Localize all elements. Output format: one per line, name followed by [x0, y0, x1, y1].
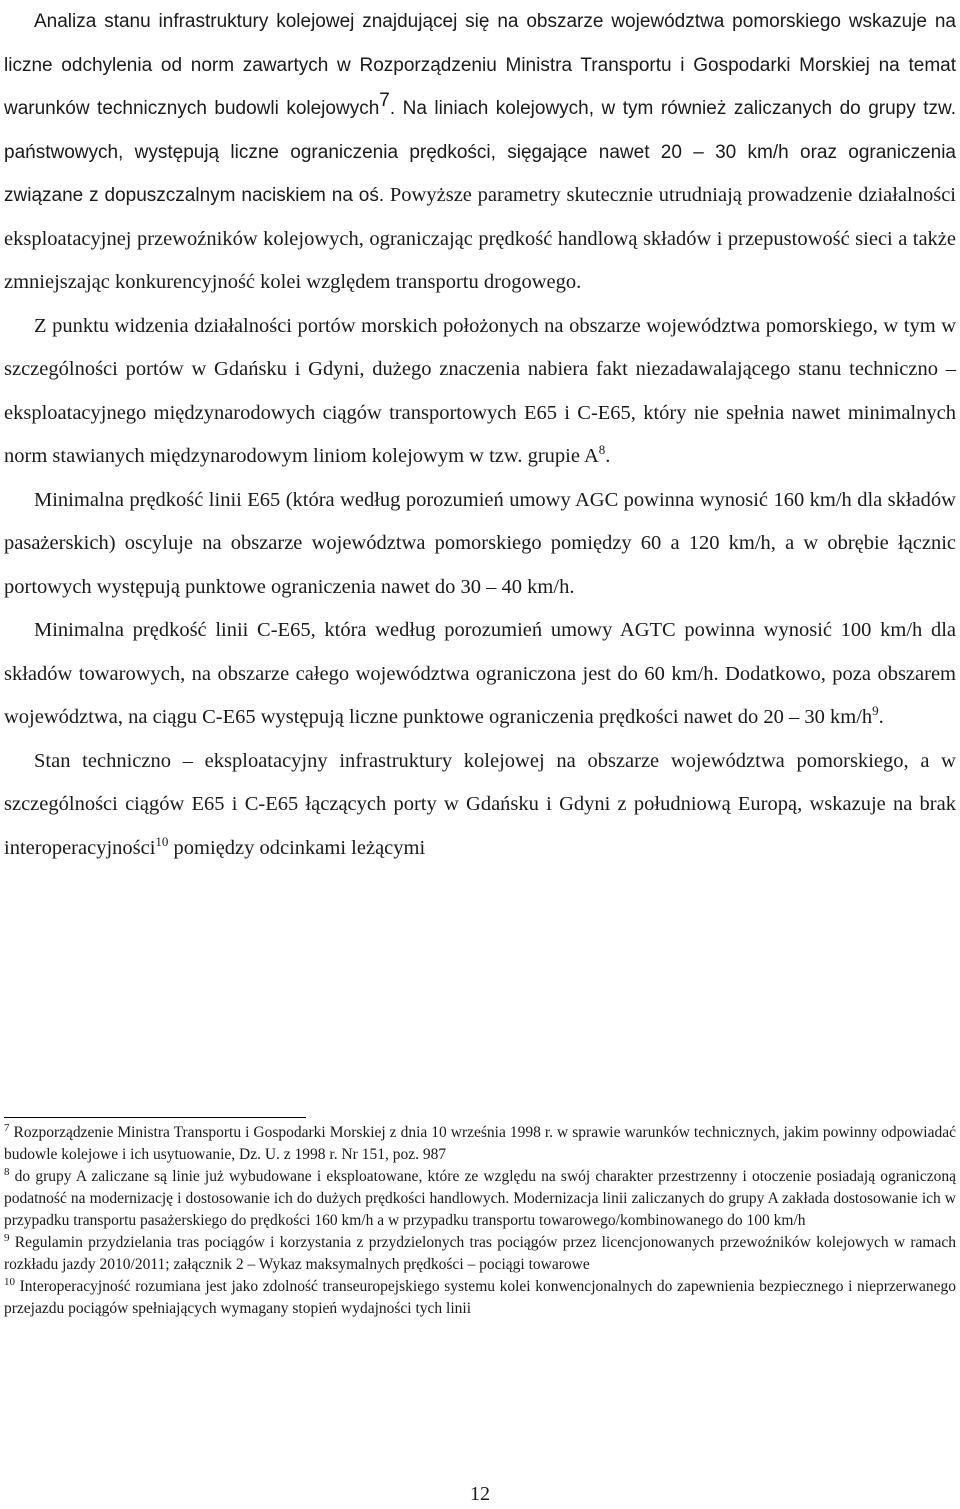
paragraph-1-text-a: Analiza stanu infrastruktury kolejowej znajdującej się na obszarze województwa pomorskiego wskazuje na liczne odchylenia od norm zawartych w Rozporządzeniu Ministra Transportu i Gospodarki Morskiej na temat warunków technicznych budowli kolejowych	[4, 11, 956, 119]
footnote-ref-9: 9	[872, 703, 879, 719]
footnote-ref-7: 7	[379, 90, 390, 112]
paragraph-3-text: Minimalna prędkość linii E65 (która według porozumień umowy AGC powinna wynosić 160 km/h dla składów pasażerskich) oscyluje na obszarze województwa pomorskiego pomiędzy 60 a 120 km/h, a w obrębie łącznic portowych występują punktowe ograniczenia nawet do 30 – 40 km/h.	[4, 488, 956, 598]
footnote-number: 10	[4, 1275, 15, 1288]
footnote-number: 7	[4, 1121, 10, 1134]
paragraph-5-text-b: pomiędzy odcinkami leżącymi	[168, 836, 426, 859]
paragraph-2-text-a: Z punktu widzenia działalności portów morskich położonych na obszarze województwa pomorskiego, w tym w szczególności portów w Gdańsku i Gdyni, dużego znaczenia nabiera fakt niezadawalającego stanu techniczno – eksploatacyjnego międzynarodowych ciągów transportowych E65 i C-E65, który nie spełnia nawet minimalnych norm stawianych międzynarodowym liniom kolejowym w tzw. grupie A	[4, 314, 956, 467]
paragraph-2-text-b: .	[605, 445, 611, 467]
footnote-separator	[4, 1117, 306, 1118]
page-number: 12	[470, 1483, 490, 1505]
footnotes	[4, 1122, 956, 1320]
paragraph-5	[4, 740, 956, 871]
footnote-ref-8: 8	[598, 442, 606, 458]
footnote-text: Rozporządzenie Ministra Transportu i Gospodarki Morskiej z dnia 10 września 1998 r. w sprawie warunków technicznych, jakim powinny odpowiadać budowle kolejowe i ich usytuowanie, Dz. U. z 1998 r. Nr 151, poz. 987	[4, 1124, 956, 1163]
paragraph-5-text-a: Stan techniczno – eksploatacyjny infrastruktury kolejowej na obszarze województwa pomorskiego, a w szczególności ciągów E65 i C-E65 łączących porty w Gdańsku i Gdyni z południową Europą, wskazuje na brak interoperacyjności	[4, 749, 956, 859]
paragraph-4	[4, 609, 956, 740]
paragraph-2	[4, 305, 956, 479]
footnote-number: 9	[4, 1231, 10, 1244]
footnote-text: Regulamin przydzielania tras pociągów i korzystania z przydzielonych tras pociągów przez licencjonowanych przewoźników kolejowych w ramach rozkładu jazdy 2010/2011; załącznik 2 – Wykaz maksymalnych prędkości – pociągi towarowe	[4, 1234, 956, 1273]
paragraph-4-text-a: Minimalna prędkość linii C-E65, która według porozumień umowy AGTC powinna wynosić 100 km/h dla składów towarowych, na obszarze całego województwa ograniczona jest do 60 km/h. Dodatkowo, poza obszarem województwa, na ciągu C-E65 występują liczne punktowe ograniczenia prędkości nawet do 20 – 30 km/h	[4, 619, 956, 728]
footnote-text: Interoperacyjność rozumiana jest jako zdolność transeuropejskiego systemu kolei konwencjonalnych do zapewnienia bezpiecznego i nieprzerwanego przejazdu pociągów spełniających wymagany stopień wydajności tych linii	[4, 1278, 956, 1317]
footnote-10	[4, 1276, 956, 1320]
footnote-9	[4, 1232, 956, 1276]
footnote-8	[4, 1166, 956, 1232]
paragraph-1	[4, 0, 956, 305]
paragraph-4-text-b: .	[878, 706, 884, 728]
paragraph-1-text-b: . Na liniach kolejowych, w tym również zaliczanych do grupy tzw. państwowych, występują liczne ograniczenia prędkości, sięgające nawet 20 – 30 km/h oraz ograniczenia związane z dopuszczalnym naciskiem na oś.	[4, 98, 956, 206]
footnote-text: do grupy A zaliczane są linie już wybudowane i eksploatowane, które ze względu na swój charakter przestrzenny i otoczenie posiadają ograniczoną podatność na modernizację i dostosowanie ich do dużych prędkości handlowych. Modernizacja linii zaliczanych do grupy A zakłada dostosowanie ich w przypadku transportu pasażerskiego do prędkości 160 km/h a w przypadku transportu towarowego/kombinowanego do 100 km/h	[4, 1168, 956, 1229]
body-text	[4, 0, 956, 870]
footnote-ref-10: 10	[155, 833, 169, 849]
footnote-7	[4, 1122, 956, 1166]
footnote-number: 8	[4, 1165, 10, 1178]
paragraph-1-text-c: Powyższe parametry skutecznie utrudniają prowadzenie działalności eksploatacyjnej przewoźników kolejowych, ograniczając prędkość handlową składów i przepustowość sieci a także zmniejszając konkurencyjność kolei względem transportu drogowego.	[4, 184, 956, 293]
paragraph-3	[4, 479, 956, 610]
